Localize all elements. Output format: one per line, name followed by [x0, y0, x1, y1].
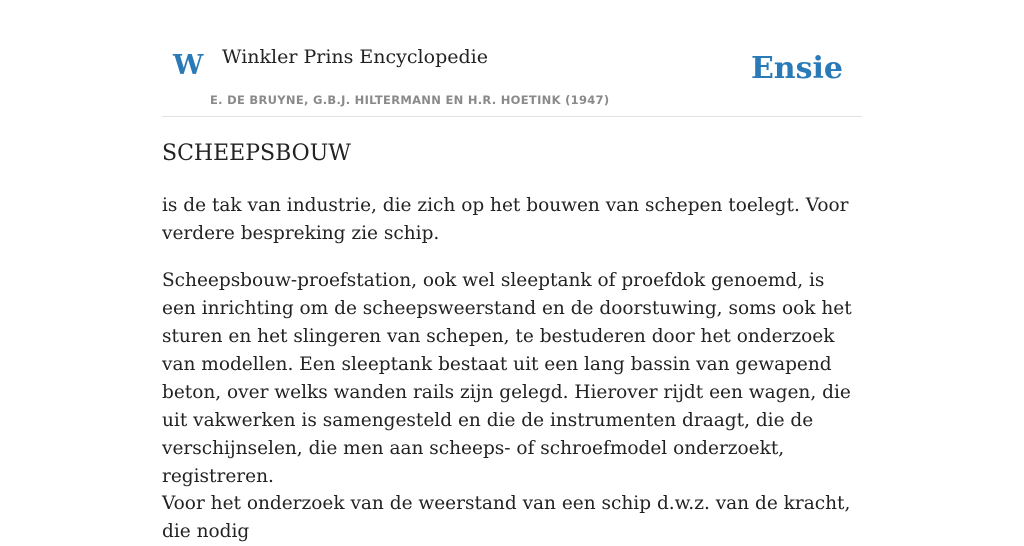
winkler-prins-logo[interactable]: W	[173, 50, 204, 81]
article-paragraph: Voor het onderzoek van de weerstand van een schip d.w.z. van de kracht, die nodig	[162, 493, 851, 542]
book-title[interactable]: Winkler Prins Encyclopedie	[222, 46, 488, 68]
article-paragraph: is de tak van industrie, die zich op het bouwen van schepen toelegt. Voor verdere bespreking zie schip.	[162, 195, 849, 244]
article-paragraph: Scheepsbouw-proefstation, ook wel sleeptank of proefdok genoemd, is een inrichting om de scheepsweerstand en de doorstuwing, soms ook het sturen en het slingeren van schepen, te bestuderen door het onderzoek van modellen. Een sleeptank bestaat uit een lang bassin van gewapend beton, over welks wanden rails zijn gelegd. Hierover rijdt een wagen, die uit vakwerken is samengesteld en die de instrumenten draagt, die de verschijnselen, die men aan scheeps- of schroefmodel onderzoekt, registreren.	[162, 270, 852, 487]
book-authors: E. DE BRUYNE, G.B.J. HILTERMANN EN H.R. HOETINK (1947)	[210, 93, 610, 107]
page	[162, 0, 862, 542]
header	[162, 0, 862, 117]
article-title: SCHEEPSBOUW	[162, 141, 351, 166]
ensie-logo[interactable]: Ensie	[750, 51, 843, 86]
